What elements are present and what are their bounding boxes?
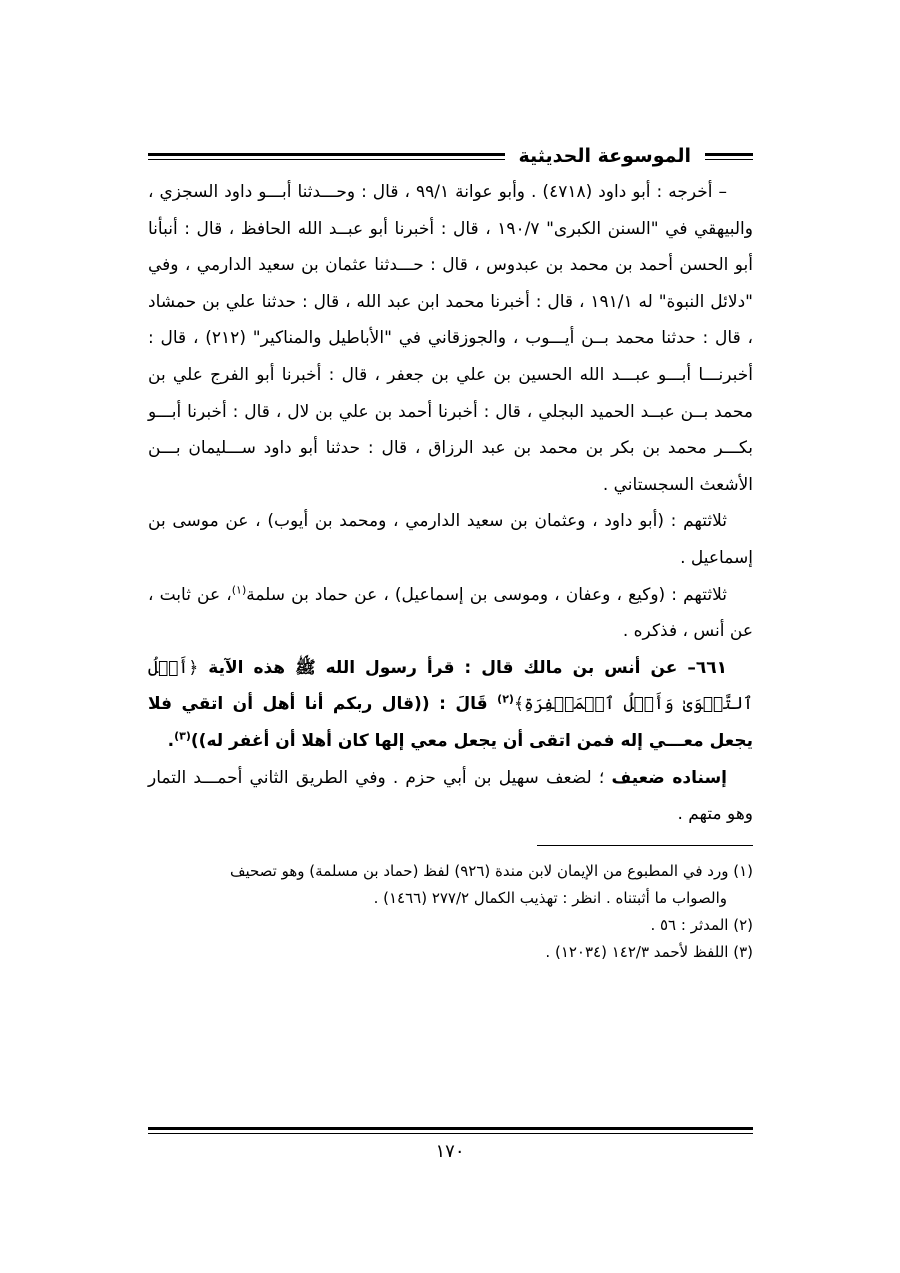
isnad-reason: ؛ لضعف سهيل بن أبي حزم . وفي الطريق الثاني أحمـــد التمار وهو متهم . bbox=[148, 767, 753, 825]
footnote-ref-2[interactable]: (٢) bbox=[497, 692, 514, 706]
footnotes bbox=[148, 858, 753, 966]
main-text bbox=[148, 174, 753, 833]
header-rule-short bbox=[705, 153, 753, 160]
header-rule-long bbox=[148, 153, 505, 160]
hadith-intro: ٦٦١– عن أنس بن مالك قال : قرأ رسول الله ﷺ هذه الآية bbox=[198, 657, 727, 678]
quran-verse: ﴿أَهۡلُ ٱلتَّقۡوَىٰ وَأَهۡلُ ٱلۡمَغۡفِرَةِ﴾ bbox=[148, 657, 753, 715]
footnote-1-line-1: (١) ورد في المطبوع من الإيمان لابن مندة (٩٢٦) لفظ (حماد بن مسلمة) وهو تصحيف bbox=[229, 861, 753, 880]
hadith-end: . bbox=[167, 730, 175, 751]
footnote-ref-3[interactable]: (٣) bbox=[174, 729, 191, 743]
chain-2-rest: ، عن ثابت ، عن أنس ، فذكره . bbox=[148, 584, 753, 642]
chain-paragraph-1: ثلاثتهم : (أبو داود ، وعثمان بن سعيد الدارمي ، ومحمد بن أيوب) ، عن موسى بن إسماعيل . bbox=[148, 511, 753, 568]
footnote-2: (٢) المدثر : ٥٦ . bbox=[650, 915, 753, 934]
isnad-verdict: إسناده ضعيف bbox=[611, 767, 727, 788]
footnote-3: (٣) اللفظ لأحمد ١٤٢/٣ (١٢٠٣٤) . bbox=[545, 942, 753, 961]
footnote-ref-1[interactable]: (١) bbox=[231, 582, 247, 596]
bottom-rule bbox=[148, 1127, 753, 1134]
footnote-1-line-2: والصواب ما أثبتناه . انظر : تهذيب الكمال ٢٧٧/٢ (١٤٦٦) . bbox=[373, 888, 727, 907]
footnote-separator bbox=[537, 845, 753, 846]
isnad-paragraph bbox=[148, 760, 753, 833]
hadith-text: قَالَ : ((قال ربكم أنا أهل أن اتقي فلا يجعل معـــي إله فمن اتقى أن يجعل معي إلها كان أهلا أن أغفر له)) bbox=[148, 694, 753, 751]
chain-paragraph-2 bbox=[148, 577, 753, 650]
page-number: ١٧٠ bbox=[435, 1141, 465, 1162]
header-title: الموسوعة الحديثية bbox=[518, 145, 691, 167]
running-header bbox=[148, 138, 753, 174]
chain-2-text: ثلاثتهم : (وكيع ، وعفان ، وموسى بن إسماعيل) ، عن حماد بن سلمة bbox=[246, 584, 727, 605]
takhrij-paragraph: – أخرجه : أبو داود (٤٧١٨) . وأبو عوانة ٩٩/١ ، قال : وحـــدثنا أبـــو داود السجزي ، والبيهقي في "السنن الكبرى" ١٩٠/٧ ، قال : أخبرنا أبو عبــد الله الحافظ ، قال : أنبأنا أبو الحسن أحمد بن محمد بن عبدوس ، قال : حـــدثنا عثمان بن سعيد الدارمي ، وفي "دلائل النبوة" له ١٩١/١ ، قال : أخبرنا محمد ابن عبد الله ، قال : حدثنا علي بن حمشاد ، قال : حدثنا محمد بــن أيـــوب ، والجوزقاني في "الأباطيل والمناكير" (٢١٢) ، قال : أخبرنـــا أبـــو عبـــد الله الحسين بن علي بن جعفر ، قال : أخبرنا أبو الفرج علي بن محمد بــن عبــد الحميد البجلي ، قال : أخبرنا أحمد بن علي بن لال ، قال : أخبرنا أبـــو بكـــر محمد بن بكر بن محمد بن عبد الرزاق ، قال : حدثنا أبو داود ســـليمان بـــن الأشعث السجستاني . bbox=[148, 182, 753, 495]
hadith-paragraph bbox=[148, 650, 753, 760]
page-content bbox=[148, 138, 753, 966]
